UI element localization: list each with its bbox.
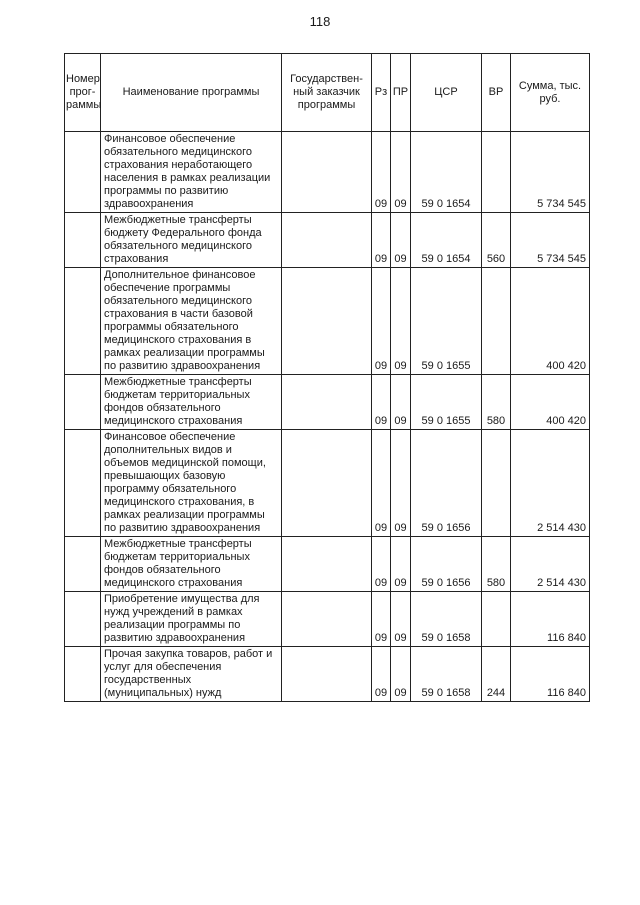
table-row — [65, 213, 590, 268]
sum-cell: 116 840 — [511, 592, 590, 647]
program-name-cell: Межбюджетные трансферты бюджетам территориальных фондов обязательного медицинского страхования — [101, 375, 282, 430]
sum-cell: 400 420 — [511, 375, 590, 430]
state-customer-cell — [282, 132, 372, 213]
sum-cell: 2 514 430 — [511, 430, 590, 537]
program-name-cell: Прочая закупка товаров, работ и услуг для обеспечения государственных (муниципальных) нужд — [101, 647, 282, 702]
csr-cell: 59 0 1656 — [411, 537, 482, 592]
table-body — [65, 132, 590, 702]
pr-cell: 09 — [391, 647, 411, 702]
program-name-cell: Межбюджетные трансферты бюджетам территориальных фондов обязательного медицинского страхования — [101, 537, 282, 592]
state-customer-cell — [282, 268, 372, 375]
csr-cell: 59 0 1655 — [411, 268, 482, 375]
program-name-cell: Межбюджетные трансферты бюджету Федерального фонда обязательного медицинского страхования — [101, 213, 282, 268]
program-number-cell — [65, 537, 101, 592]
vr-cell — [482, 268, 511, 375]
state-customer-cell — [282, 213, 372, 268]
state-customer-cell — [282, 430, 372, 537]
rz-cell: 09 — [372, 647, 391, 702]
state-customer-cell — [282, 592, 372, 647]
program-name-cell: Финансовое обеспечение обязательного медицинского страхования неработающего населения в рамках реализации программы по развитию здравоохранения — [101, 132, 282, 213]
state-customer-cell — [282, 375, 372, 430]
program-name-cell: Приобретение имущества для нужд учреждений в рамках реализации программы по развитию здравоохранения — [101, 592, 282, 647]
vr-cell — [482, 592, 511, 647]
program-number-cell — [65, 375, 101, 430]
budget-table — [64, 53, 590, 702]
program-name-cell: Финансовое обеспечение дополнительных видов и объемов медицинской помощи, превышающих базовую программу обязательного медицинского страхования, в рамках реализации программы по развитию здравоохранения — [101, 430, 282, 537]
header-csr: ЦСР — [411, 54, 482, 132]
header-program-number: Номер прог-раммы — [65, 54, 101, 132]
sum-cell: 5 734 545 — [511, 132, 590, 213]
sum-cell: 2 514 430 — [511, 537, 590, 592]
table-row — [65, 430, 590, 537]
vr-cell — [482, 430, 511, 537]
vr-cell: 244 — [482, 647, 511, 702]
sum-cell: 5 734 545 — [511, 213, 590, 268]
program-number-cell — [65, 268, 101, 375]
pr-cell: 09 — [391, 430, 411, 537]
rz-cell: 09 — [372, 537, 391, 592]
table-header — [65, 54, 590, 132]
csr-cell: 59 0 1654 — [411, 213, 482, 268]
header-state-customer: Государствен-ный заказчик программы — [282, 54, 372, 132]
table-row — [65, 132, 590, 213]
sum-cell: 400 420 — [511, 268, 590, 375]
vr-cell: 580 — [482, 375, 511, 430]
header-row — [65, 54, 590, 132]
pr-cell: 09 — [391, 592, 411, 647]
table-row — [65, 375, 590, 430]
csr-cell: 59 0 1656 — [411, 430, 482, 537]
table-row — [65, 647, 590, 702]
csr-cell: 59 0 1654 — [411, 132, 482, 213]
table-row — [65, 268, 590, 375]
program-number-cell — [65, 592, 101, 647]
rz-cell: 09 — [372, 375, 391, 430]
state-customer-cell — [282, 647, 372, 702]
csr-cell: 59 0 1658 — [411, 647, 482, 702]
rz-cell: 09 — [372, 268, 391, 375]
page-number: 118 — [309, 14, 331, 29]
table-row — [65, 592, 590, 647]
rz-cell: 09 — [372, 430, 391, 537]
header-sum: Сумма, тыс. руб. — [511, 54, 590, 132]
table-row — [65, 537, 590, 592]
header-pr: ПР — [391, 54, 411, 132]
rz-cell: 09 — [372, 132, 391, 213]
program-number-cell — [65, 132, 101, 213]
rz-cell: 09 — [372, 213, 391, 268]
csr-cell: 59 0 1658 — [411, 592, 482, 647]
header-program-name: Наименование программы — [101, 54, 282, 132]
pr-cell: 09 — [391, 537, 411, 592]
header-rz: Рз — [372, 54, 391, 132]
pr-cell: 09 — [391, 375, 411, 430]
program-number-cell — [65, 430, 101, 537]
rz-cell: 09 — [372, 592, 391, 647]
program-number-cell — [65, 213, 101, 268]
program-name-cell: Дополнительное финансовое обеспечение программы обязательного медицинского страхования в части базовой программы обязательного медицинского страхования в рамках реализации программы по развитию здравоохранения — [101, 268, 282, 375]
sum-cell: 116 840 — [511, 647, 590, 702]
vr-cell: 580 — [482, 537, 511, 592]
vr-cell — [482, 132, 511, 213]
header-vr: ВР — [482, 54, 511, 132]
vr-cell: 560 — [482, 213, 511, 268]
pr-cell: 09 — [391, 213, 411, 268]
pr-cell: 09 — [391, 132, 411, 213]
pr-cell: 09 — [391, 268, 411, 375]
program-number-cell — [65, 647, 101, 702]
state-customer-cell — [282, 537, 372, 592]
csr-cell: 59 0 1655 — [411, 375, 482, 430]
